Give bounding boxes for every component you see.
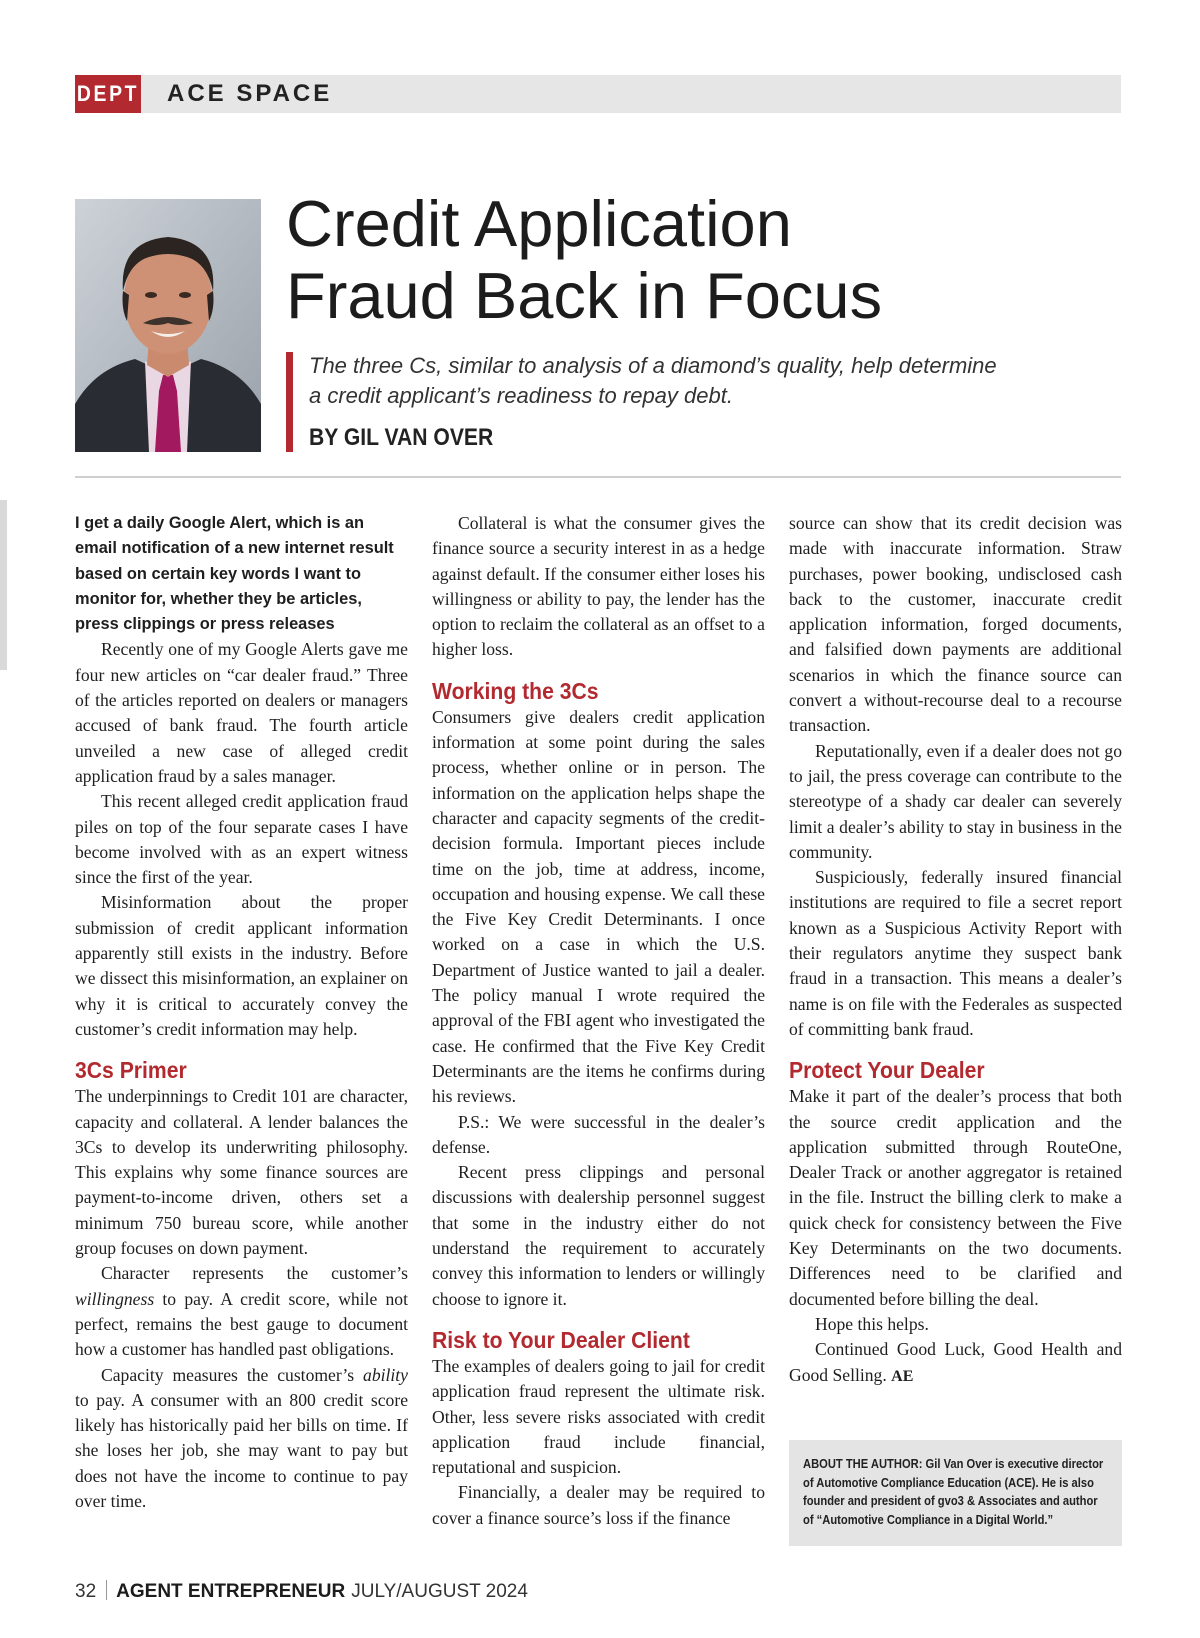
body-paragraph <box>75 1363 408 1515</box>
text-run: Capacity measures the customer’s <box>101 1364 364 1385</box>
subhead-3cs-primer: 3Cs Primer <box>75 1057 187 1084</box>
dept-label: DEPT <box>75 75 141 113</box>
subhead-working-the-3cs: Working the 3Cs <box>432 677 599 704</box>
subhead-protect-your-dealer: Protect Your Dealer <box>789 1057 985 1084</box>
article-column-2 <box>432 511 765 1531</box>
end-mark: AE <box>891 1367 914 1385</box>
closing-paragraph <box>789 1337 1122 1389</box>
page-footer <box>75 1580 528 1603</box>
body-paragraph: Consumers give dealers credit application information at some point during the sales process, whether online or in person. The information on the application helps shape the character and capacity segments of the credit-decision formula. Important pieces include time on the job, time at address, income, occupation and housing expense. We call these the Five Key Credit Determinants. I once worked on a case in which the U.S. Department of Justice wanted to jail a dealer. The policy manual I wrote required the approval of the FBI agent who investigated the case. He confirmed that the Five Key Credit Determinants are the items he confirms during his reviews. <box>432 706 765 1107</box>
emphasis-text: willingness <box>75 1288 155 1309</box>
article-title-line2: Fraud Back in Focus <box>286 259 883 332</box>
article-column-3 <box>789 511 1122 1389</box>
section-name: ACE SPACE <box>167 80 333 107</box>
author-portrait-image <box>75 199 261 452</box>
about-author-text: ABOUT THE AUTHOR: Gil Van Over is executive director of Automotive Compliance Education (ACE). He is also founder and president of gvo3 & Associates and author of “Automotive Compliance in a Digital World.” <box>803 1456 1104 1527</box>
subhead-risk-to-dealer: Risk to Your Dealer Client <box>432 1326 690 1353</box>
divider-rule <box>75 476 1121 478</box>
article-deck: The three Cs, similar to analysis of a diamond’s quality, help determine a credit applicant’s readiness to repay debt. <box>309 353 997 408</box>
body-paragraph: This recent alleged credit application fraud piles on top of the four separate cases I have become involved with as an expert witness since the first of the year. <box>75 791 408 888</box>
body-paragraph: The examples of dealers going to jail for credit application fraud represent the ultimate risk. Other, less severe risks associated with credit application fraud include financial, reputational and suspicion. <box>432 1355 765 1478</box>
body-paragraph: Recent press clippings and personal discussions with dealership personnel suggest that some in the industry either do not understand the requirement to accurately convey this information to lenders or willingly choose to ignore it. <box>432 1162 765 1309</box>
body-paragraph: Hope this helps. <box>815 1313 929 1334</box>
text-run: to pay. A consumer with an 800 credit score likely has historically paid her bills on time. If she loses her job, she may want to pay but does not have the income to continue to pay over time. <box>75 1389 408 1511</box>
body-paragraph: Make it part of the dealer’s process that both the source credit application and the application submitted through RouteOne, Dealer Track or another aggregator is retained in the file. Instruct the billing clerk to make a quick check for consistency between the Five Key Determinants on the two documents. Differences need to be clarified and documented before billing the deal. <box>789 1086 1122 1309</box>
about-author-box <box>789 1440 1122 1546</box>
footer-separator <box>106 1580 107 1600</box>
article-title-line1: Credit Application <box>286 187 792 260</box>
article-column-1 <box>75 511 408 1514</box>
body-paragraph: Financially, a dealer may be required to cover a finance source’s loss if the finance <box>432 1482 765 1528</box>
body-paragraph: Suspiciously, federally insured financial institutions are required to file a secret report known as a Suspicious Activity Report with their regulators anytime they suspect bank fraud in a transaction. This means a dealer’s name is on file with the Federales as suspected of committing bank fraud. <box>789 867 1122 1039</box>
text-run: to pay. A credit score, while not perfect, remains the best gauge to document how a customer has handled past obligations. <box>75 1288 408 1360</box>
body-paragraph: The underpinnings to Credit 101 are character, capacity and collateral. A lender balances the 3Cs to develop its underwriting philosophy. This explains why some finance sources are payment-to-income driven, others set a minimum 750 bureau score, while another group focuses on down payment. <box>75 1086 408 1259</box>
text-run: Character represents the customer’s <box>101 1263 408 1284</box>
page-number: 32 <box>75 1581 97 1602</box>
body-paragraph: Reputationally, even if a dealer does not go to jail, the press coverage can contribute to the stereotype of a shady car dealer can severely limit a dealer’s ability to stay in business in the community. <box>789 740 1122 862</box>
article-byline: BY GIL VAN OVER <box>309 424 494 451</box>
emphasis-text: ability <box>363 1364 408 1385</box>
author-photo <box>75 199 261 452</box>
text-run: Continued Good Luck, Good Health and Good Selling. <box>789 1339 1122 1385</box>
lead-accent-bar <box>0 500 7 670</box>
body-paragraph <box>75 1261 408 1362</box>
body-paragraph: Misinformation about the proper submission of credit applicant information apparently still exists in the industry. Before we dissect this misinformation, an explainer on why it is critical to accurately convey the customer’s credit information may help. <box>75 892 408 1039</box>
article-title <box>286 188 1106 332</box>
body-paragraph: source can show that its credit decision was made with inaccurate information. Straw purchases, power booking, undisclosed cash back to the customer, inaccurate credit application information, forged documents, and falsified down payments are additional scenarios in which the finance source can convert a without-recourse deal to a recourse transaction. <box>789 513 1122 736</box>
body-paragraph: Recently one of my Google Alerts gave me four new articles on “car dealer fraud.” Three of the articles reported on dealers or managers accused of bank fraud. The fourth article unveiled a new case of alleged credit application fraud by a sales manager. <box>75 639 408 786</box>
deck-accent-bar <box>286 352 293 452</box>
lead-paragraph: I get a daily Google Alert, which is an email notification of a new internet result based on certain key words I want to monitor for, whether they be articles, press clippings or press releases <box>75 514 394 634</box>
issue-date: JULY/AUGUST 2024 <box>351 1581 528 1602</box>
body-paragraph: Collateral is what the consumer gives the finance source a security interest in as a hedge against default. If the consumer either loses his willingness or ability to pay, the lender has the option to reclaim the collateral as an offset to a higher loss. <box>432 513 765 660</box>
body-paragraph: P.S.: We were successful in the dealer’s defense. <box>432 1111 765 1157</box>
section-header-band <box>75 75 1121 113</box>
magazine-name: AGENT ENTREPRENEUR <box>116 1581 346 1602</box>
